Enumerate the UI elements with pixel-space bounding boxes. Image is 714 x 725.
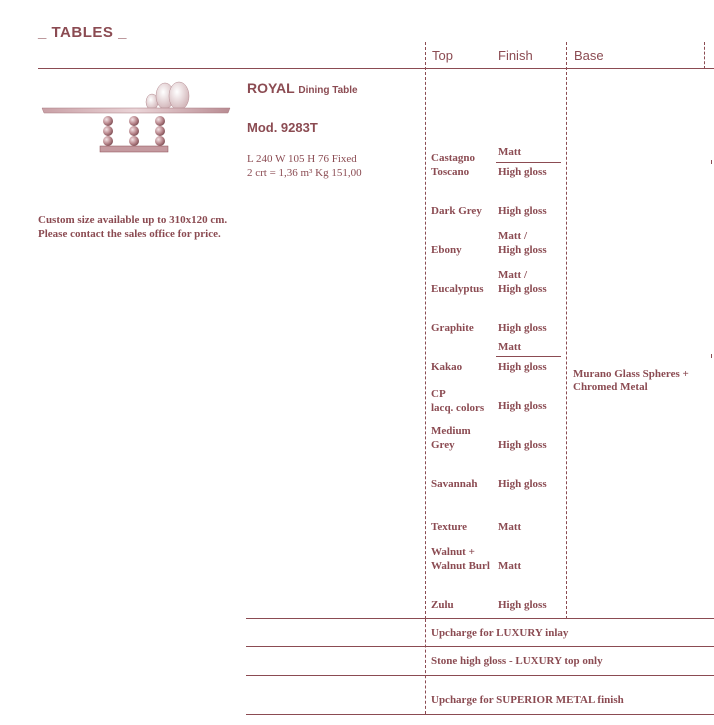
top-label: CP [431, 388, 446, 400]
top-texture: Texture [431, 521, 468, 533]
top-savannah: Savannah [431, 478, 478, 490]
finish-matt-high-gloss [498, 229, 547, 257]
finish-high-gloss: High gloss [498, 322, 547, 334]
dimensions-line: L 240 W 105 H 76 Fixed [247, 153, 357, 165]
top-zulu: Zulu [431, 599, 454, 611]
right-edge-tick [711, 160, 712, 164]
finish-divider [496, 162, 561, 163]
stone-gloss-option: Stone high gloss - LUXURY top only [431, 655, 603, 667]
product-name [247, 80, 358, 96]
top-label: Grey [431, 439, 455, 451]
top-label: Medium [431, 425, 471, 437]
luxury-inlay-upcharge: Upcharge for LUXURY inlay [431, 627, 569, 639]
column-header-base: Base [574, 48, 604, 63]
top-kakao: Kakao [431, 361, 463, 373]
top-castagno [431, 151, 475, 179]
custom-size-note [38, 213, 227, 241]
note-line: Custom size available up to 310x120 cm. [38, 214, 228, 226]
finish-matt: Matt [498, 341, 522, 353]
row-divider [246, 646, 714, 647]
finish-matt: Matt [498, 146, 522, 158]
top-walnut [431, 545, 490, 573]
finish-high-gloss: High gloss [498, 361, 547, 373]
finish-matt: Matt [498, 560, 522, 572]
base-line: Chromed Metal [573, 381, 648, 393]
finish-label: Matt / [498, 230, 528, 242]
top-ebony: Ebony [431, 244, 462, 256]
superior-metal-upcharge: Upcharge for SUPERIOR METAL finish [431, 694, 624, 706]
finish-label: High gloss [498, 283, 547, 295]
column-divider-end [704, 42, 705, 69]
top-label: Castagno [431, 152, 476, 164]
finish-label: Matt / [498, 269, 528, 281]
row-divider [246, 675, 714, 676]
finish-high-gloss: High gloss [498, 166, 547, 178]
column-divider-top [425, 42, 426, 619]
finish-high-gloss: High gloss [498, 599, 547, 611]
top-medium-grey [431, 424, 471, 452]
base-description [573, 368, 689, 394]
section-title: _ TABLES _ [38, 24, 127, 41]
model-number: Mod. 9283T [247, 120, 318, 135]
top-label: Walnut + [431, 546, 475, 558]
finish-matt-high-gloss [498, 268, 547, 296]
header-divider [38, 68, 714, 69]
packaging-line: 2 crt = 1,36 m³ Kg 151,00 [247, 167, 362, 179]
top-dark-grey: Dark Grey [431, 205, 482, 217]
column-header-top: Top [432, 48, 453, 63]
product-name-text: ROYAL [247, 80, 295, 96]
base-line: Murano Glass Spheres + [573, 368, 689, 380]
extras-column-divider [425, 619, 426, 714]
royal-table-image [38, 76, 234, 156]
note-line: Please contact the sales office for price. [38, 228, 221, 240]
right-edge-tick [711, 354, 712, 358]
top-cp-lacq-colors [431, 387, 484, 415]
dimensions [247, 152, 362, 180]
finish-matt: Matt [498, 521, 522, 533]
finish-high-gloss: High gloss [498, 400, 547, 412]
row-divider [246, 714, 714, 715]
finish-high-gloss: High gloss [498, 439, 547, 451]
top-label: Walnut Burl [431, 560, 490, 572]
finish-divider [496, 356, 561, 357]
top-graphite: Graphite [431, 322, 474, 334]
top-eucalyptus: Eucalyptus [431, 283, 484, 295]
top-label: Toscano [431, 166, 470, 178]
product-subtitle: Dining Table [298, 85, 358, 96]
finish-high-gloss: High gloss [498, 478, 547, 490]
row-divider [246, 618, 714, 619]
top-label: lacq. colors [431, 402, 485, 414]
column-header-finish: Finish [498, 48, 533, 63]
finish-high-gloss: High gloss [498, 205, 547, 217]
column-divider-base [566, 42, 567, 619]
finish-label: High gloss [498, 244, 547, 256]
